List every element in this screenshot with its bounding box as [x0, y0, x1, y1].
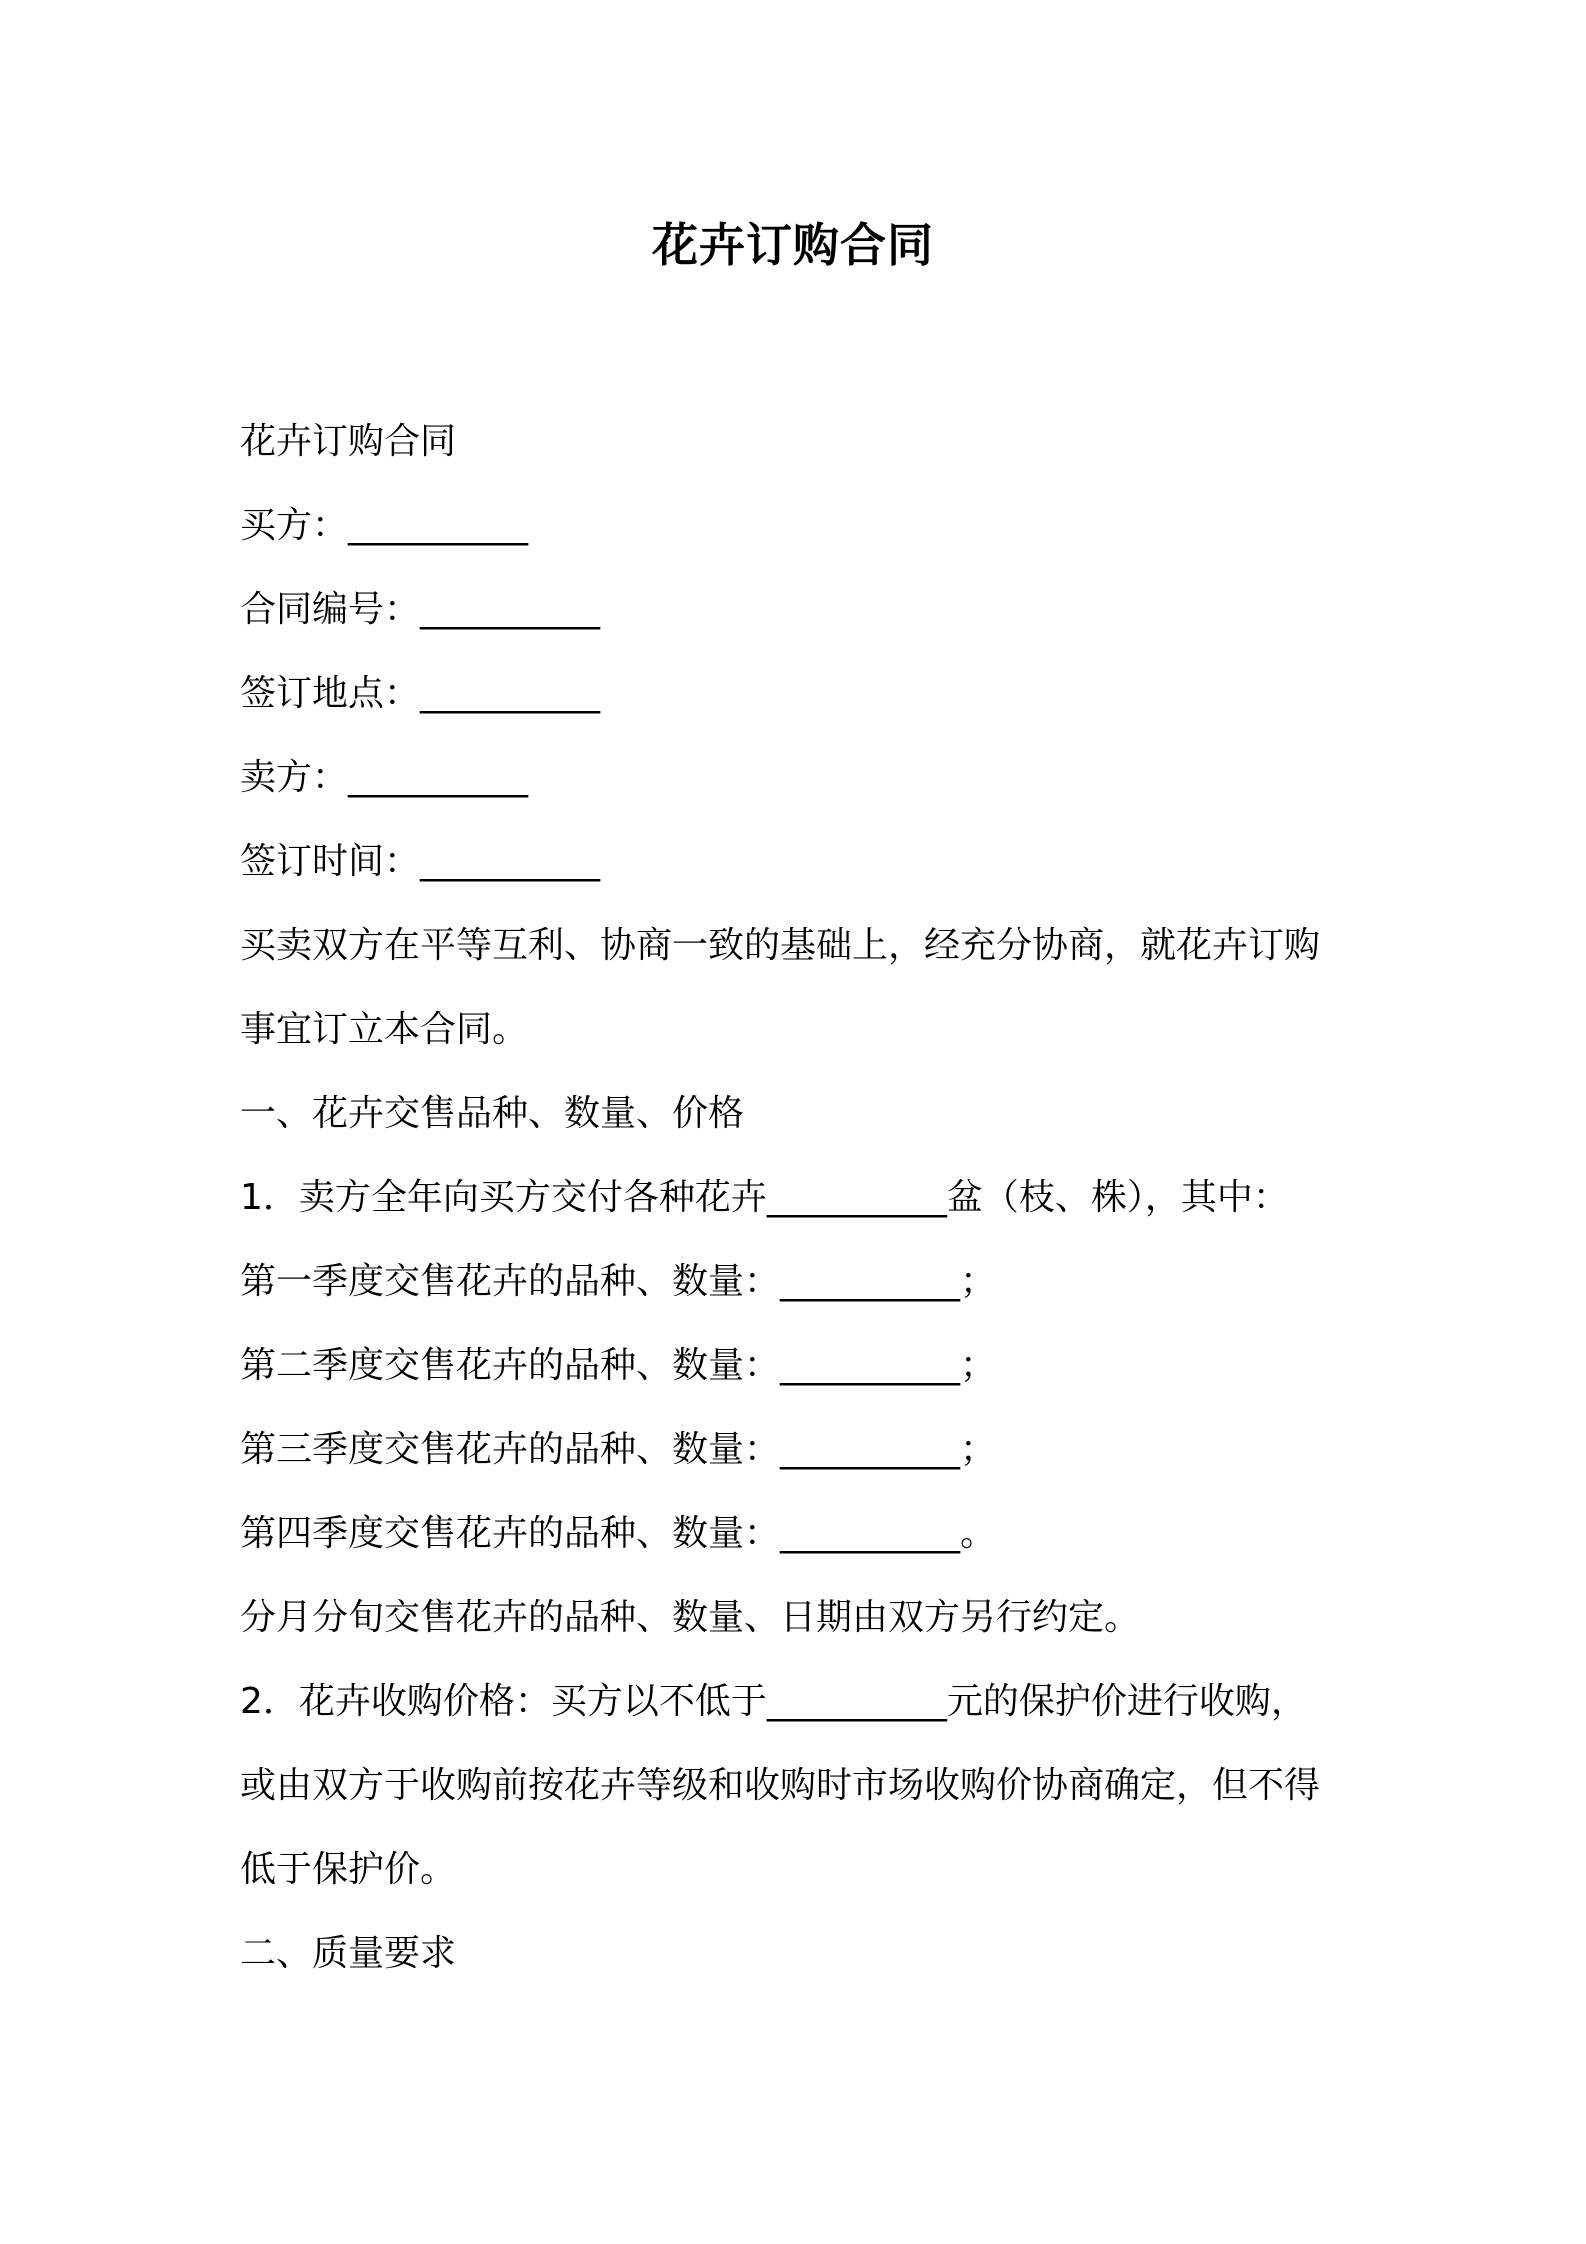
signing-time-field: 签订时间：__________ — [240, 841, 601, 882]
quarter-4-line: 第四季度交售花卉的品种、数量：__________。 — [240, 1513, 997, 1554]
signing-place-field: 签订地点：__________ — [240, 673, 601, 714]
document-title: 花卉订购合同 — [652, 218, 934, 272]
clause-1-2-line-3: 低于保护价。 — [240, 1849, 457, 1890]
contract-heading: 花卉订购合同 — [240, 421, 457, 462]
buyer-field: 买方：__________ — [240, 505, 529, 546]
clause-1-2-line-1: 2．花卉收购价格：买方以不低于__________元的保护价进行收购， — [240, 1681, 1307, 1722]
seller-field: 卖方：__________ — [240, 757, 529, 798]
quarter-2-line: 第二季度交售花卉的品种、数量：__________； — [240, 1345, 997, 1386]
contract-number-field: 合同编号：__________ — [240, 589, 601, 630]
clause-1-2-line-2: 或由双方于收购前按花卉等级和收购时市场收购价协商确定，但不得 — [240, 1765, 1321, 1806]
section-2-heading: 二、质量要求 — [240, 1933, 457, 1974]
section-1-heading: 一、花卉交售品种、数量、价格 — [240, 1093, 745, 1134]
monthly-schedule-line: 分月分旬交售花卉的品种、数量、日期由双方另行约定。 — [240, 1597, 1141, 1638]
quarter-3-line: 第三季度交售花卉的品种、数量：__________； — [240, 1429, 997, 1470]
clause-1-1: 1．卖方全年向买方交付各种花卉__________盆（枝、株），其中： — [240, 1177, 1289, 1218]
preamble-line-2: 事宜订立本合同。 — [240, 1009, 529, 1050]
preamble-line-1: 买卖双方在平等互利、协商一致的基础上，经充分协商，就花卉订购 — [240, 925, 1321, 966]
quarter-1-line: 第一季度交售花卉的品种、数量：__________； — [240, 1261, 997, 1302]
document-body — [240, 400, 1350, 1996]
